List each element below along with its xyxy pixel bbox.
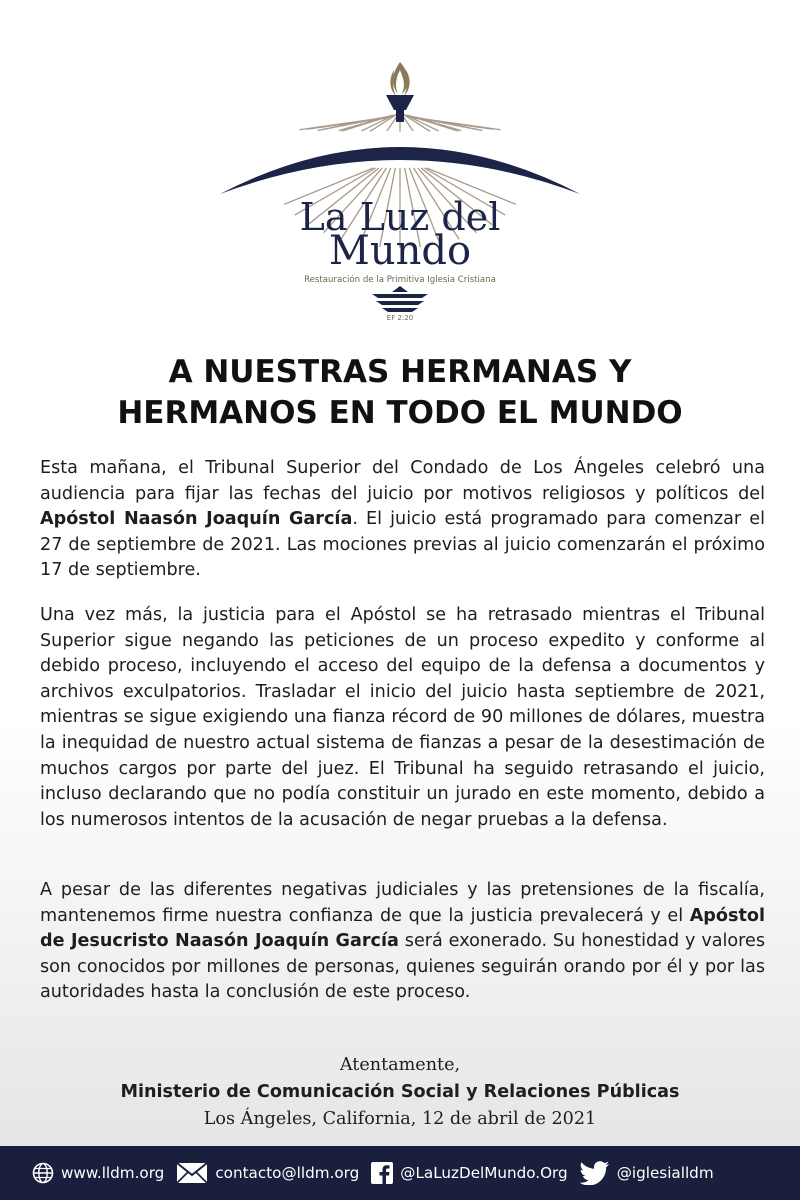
footer-facebook[interactable] xyxy=(371,1162,567,1184)
place-date: Los Ángeles, California, 12 de abril de 2021 xyxy=(203,1109,597,1129)
footer-twitter[interactable] xyxy=(580,1161,714,1185)
envelope-icon xyxy=(176,1162,208,1184)
paragraph-2 xyxy=(40,603,765,833)
p1-text-a: Esta mañana, el Tribunal Superior del Condado de Los Ángeles celebró una audiencia para fijar las fechas del juicio por motivos religiosos y políticos del xyxy=(40,458,765,504)
footer-bar xyxy=(0,1146,800,1200)
logo-verse: EF 2:20 xyxy=(386,314,414,322)
footer-website[interactable] xyxy=(32,1162,164,1184)
p3-apostle-name: Apóstol de Jesucristo Naasón Joaquín García xyxy=(40,905,765,952)
ministry-name: Ministerio de Comunicación Social y Relaciones Públicas xyxy=(120,1082,680,1102)
paragraph-1 xyxy=(40,456,765,584)
paragraph-3 xyxy=(40,878,765,1006)
title-line-2: HERMANOS EN TODO EL MUNDO xyxy=(117,395,683,431)
facebook-link[interactable]: @LaLuzDelMundo.Org xyxy=(400,1164,568,1182)
website-link[interactable]: www.lldm.org xyxy=(61,1164,165,1182)
torch-emblem xyxy=(200,50,600,340)
p3-text-c: será exonerado. Su honestidad y valores son conocidos por millones de personas, quienes seguirán orando por él y por las autoridades hasta la conclusión de este proceso. xyxy=(40,931,765,1003)
closing: Atentamente, xyxy=(339,1055,461,1075)
facebook-icon xyxy=(371,1162,393,1184)
logo-name-line1: La Luz del xyxy=(299,195,501,239)
logo-subtitle: Restauración de la Primitiva Iglesia Cristiana xyxy=(304,275,496,285)
footer-email[interactable] xyxy=(176,1162,359,1184)
twitter-icon xyxy=(580,1161,610,1185)
twitter-link[interactable]: @iglesialldm xyxy=(616,1164,714,1182)
p3-text-a: A pesar de las diferentes negativas judiciales y las pretensiones de la fiscalía, mantenemos firme nuestra confianza de que la justicia prevalecerá y el xyxy=(40,880,765,926)
p2-text: Una vez más, la justicia para el Apóstol se ha retrasado mientras el Tribunal Superior sigue negando las peticiones de un proceso expedito y conforme al debido proceso, incluyendo el acceso del equipo de la defensa a documentos y archivos exculpatorios. Trasladar el inicio del juicio hasta septiembre de 2021, mientras se sigue exigiendo una fianza récord de 90 millones de dólares, muestra la inequidad de nuestro actual sistema de fianzas a pesar de la desestimación de muchos cargos por parte del juez. El Tribunal ha seguido retrasando el juicio, incluso declarando que no podía constituir un jurado en este momento, debido a los numerosos intentos de la acusación de negar pruebas a la defensa. xyxy=(40,605,765,830)
email-link[interactable]: contacto@lldm.org xyxy=(215,1164,360,1182)
wing-emblem xyxy=(372,286,428,312)
globe-icon xyxy=(32,1162,54,1184)
page-title xyxy=(40,352,760,434)
title-line-1: A NUESTRAS HERMANAS Y xyxy=(168,354,632,390)
signature-block xyxy=(40,1052,760,1133)
logo-name-line2: Mundo xyxy=(328,228,472,274)
p1-text-c: . El juicio está programado para comenzar el 27 de septiembre de 2021. Las mociones previas al juicio comenzarán el próximo 17 de septiembre. xyxy=(40,509,765,581)
p1-apostle-name: Apóstol Naasón Joaquín García xyxy=(40,509,353,530)
church-logo xyxy=(200,50,600,340)
